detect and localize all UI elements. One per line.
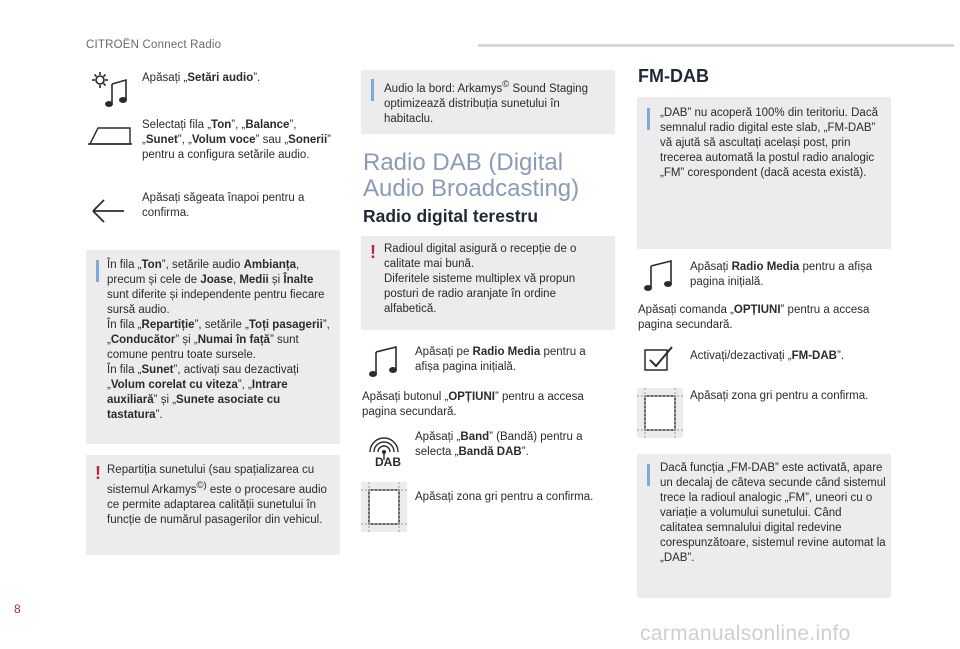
col3-info-text-2: Dacă funcția „FM-DAB” este activată, apare un decalaj de câteva secunde când sistemul trece la radioul analogic „FM”, uneori cu o variație a volumului sunetului. Când calitatea semnalului digital redevine corespunzătoare, sistemul revine automat la „DAB”. — [660, 462, 886, 564]
col2-info-box — [361, 70, 615, 134]
back-arrow-icon — [90, 196, 126, 226]
col3-step2-text: Activați/dezactivați „FM-DAB”. — [690, 350, 845, 362]
header-divider — [478, 44, 954, 47]
info-icon — [96, 260, 99, 282]
checkbox-icon — [642, 344, 676, 374]
page-number: 8 — [14, 602, 21, 616]
warning-icon: ! — [95, 463, 101, 483]
col1-step2-text: Selectați fila „Ton”, „Balance”, „Sunet”, „Volum voce” sau „Sonerii” pentru a configura setările audio. — [142, 119, 331, 161]
col2-options-text: Apăsați butonul „OPȚIUNI” pentru a accesa pagina secundară. — [362, 391, 584, 418]
gray-zone-icon — [361, 482, 407, 532]
col1-warning-box — [86, 455, 340, 555]
col2-warning-box — [361, 236, 615, 330]
subtitle: Radio digital terestru — [363, 206, 539, 226]
music-note-icon — [368, 344, 400, 378]
col2-info-text: Audio la bord: Arkamys© Sound Staging optimizează distribuția sunetului în habitaclu. — [384, 79, 588, 125]
col1-warning-text: Repartiția sunetului (sau spațializarea cu sistemul Arkamys©) este o procesare audio ce permite adaptarea calității sunetului în funcție de numărul pasagerilor din vehicul. — [107, 464, 327, 526]
gear-music-icon — [90, 70, 130, 110]
dab-antenna-icon — [364, 432, 408, 472]
gray-zone-icon — [637, 388, 683, 438]
watermark: carmanualsonline.info — [640, 622, 851, 645]
section-title: Radio DAB (Digital Audio Broadcasting) — [363, 149, 580, 202]
col3-options-text: Apăsați comanda „OPȚIUNI” pentru a accesa pagina secundară. — [638, 304, 870, 331]
col3-step3-text: Apăsați zona gri pentru a confirma. — [690, 390, 869, 402]
col1-info-box — [86, 250, 340, 444]
info-icon — [647, 108, 650, 130]
info-icon — [371, 79, 374, 101]
fm-dab-title: FM-DAB — [638, 66, 709, 86]
col1-step3-text: Apăsați săgeata înapoi pentru a confirma. — [142, 192, 305, 219]
col2-step1-text: Apăsați pe Radio Media pentru a afișa pagina inițială. — [415, 346, 586, 373]
dab-icon-label: DAB — [375, 455, 401, 469]
col2-step2-text: Apăsați „Band” (Bandă) pentru a selecta „Bandă DAB”. — [415, 431, 583, 458]
info-icon — [647, 464, 650, 486]
col1-step1-text: Apăsați „Setări audio”. — [142, 72, 261, 84]
col3-info-text-1: „DAB” nu acoperă 100% din teritoriu. Dacă semnalul radio digital este slab, „FM-DAB” vă ajută să ascultați același post, prin trecerea automată la postul radio analogic „FM” corespondent (dacă acesta există). — [660, 107, 878, 179]
col1-info-text: În fila „Ton”, setările audio Ambianța, precum și cele de Joase, Medii și Înalte sunt diferite și independente pentru fiecare sursă audio. În fila „Repartiție”, setările „Toți pasagerii”, „Conducător” și „Numai în față” sunt comune pentru toate sursele. În fila „Sunet”, activați sau dezactivați „Volum corelat cu viteza”, „Intrare auxiliară” și „Sunete asociate cu tastatura”. — [107, 259, 330, 421]
col3-info-box-2 — [637, 454, 891, 598]
col3-info-box-1 — [637, 97, 891, 249]
warning-icon: ! — [370, 242, 376, 262]
col3-step1-text: Apăsați Radio Media pentru a afișa pagina inițială. — [690, 261, 873, 288]
music-note-icon — [643, 258, 675, 292]
tab-icon — [88, 124, 132, 146]
header-title: CITROËN Connect Radio — [86, 39, 222, 51]
col2-warning-text: Radioul digital asigură o recepție de o calitate mai bună. Diferitele sisteme multiplex vă propun posturi de radio aranjate în ordine alfabetică. — [384, 243, 577, 315]
col2-step3-text: Apăsați zona gri pentru a confirma. — [415, 491, 594, 503]
